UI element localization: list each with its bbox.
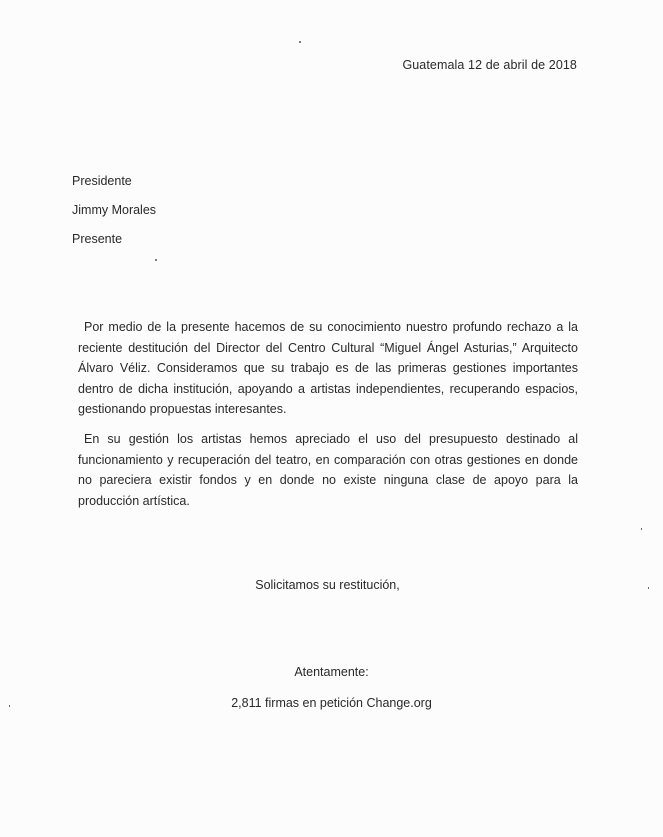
signers-line: 2,811 firmas en petición Change.org: [231, 696, 432, 710]
recipient-presente: Presente: [72, 232, 123, 246]
scan-speck: [299, 41, 301, 43]
body-paragraph-1-text: Por medio de la presente hacemos de su conocimiento nuestro profundo rechazo a la reciente destitución del Director del Centro Cultural “Miguel Ángel Asturias,” Arquitecto Álvaro Véliz. Consideramos que su trabajo es de las primeras gestiones importantes dentro de dicha institución, apoyando a artistas independientes, recuperando espacios, gestionando propuestas interesantes.: [78, 320, 578, 416]
regards-line: Atentamente:: [294, 665, 369, 679]
scan-speck: [648, 587, 649, 589]
scan-speck: [155, 259, 157, 261]
recipient-name: Jimmy Morales: [72, 203, 157, 217]
body-paragraph-1: [78, 317, 578, 420]
scan-speck: [9, 705, 10, 707]
body-paragraph-2: [78, 429, 578, 511]
recipient-title: Presidente: [72, 174, 132, 188]
closing-request: Solicitamos su restitución,: [255, 578, 400, 592]
body-paragraph-2-text: En su gestión los artistas hemos apreciado el uso del presupuesto destinado al funcionamiento y recuperación del teatro, en comparación con otras gestiones en donde no pareciera existir fondos y en donde no existe ninguna clase de apoyo para la producción artística.: [78, 432, 578, 508]
date-line: Guatemala 12 de abril de 2018: [402, 58, 577, 72]
scan-speck: [641, 528, 642, 530]
